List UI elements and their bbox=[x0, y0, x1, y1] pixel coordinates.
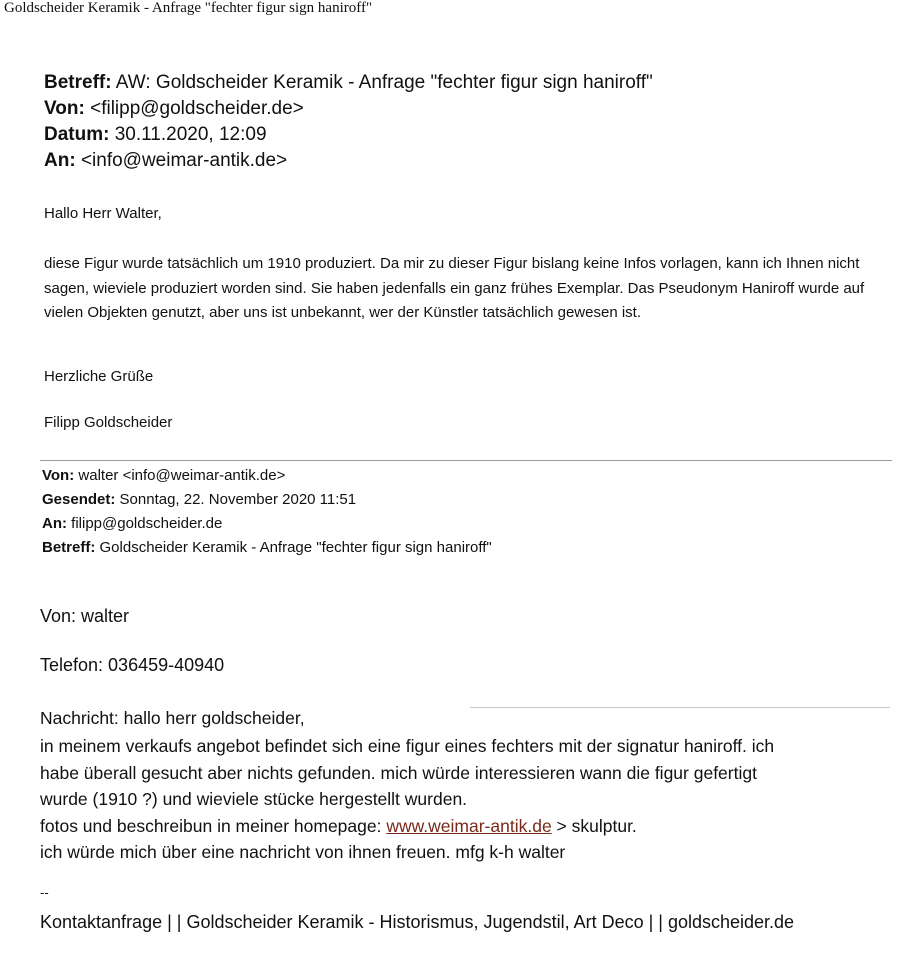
reply-to-row bbox=[44, 150, 287, 172]
message-line: ich würde mich über eine nachricht von ihnen freuen. mfg k-h walter bbox=[40, 842, 566, 862]
reply-date: 30.11.2020, 12:09 bbox=[114, 124, 267, 145]
orig-from-row bbox=[42, 467, 285, 484]
reply-from: <filipp@goldscheider.de> bbox=[90, 98, 304, 119]
footer: Kontaktanfrage | | Goldscheider Keramik - Historismus, Jugendstil, Art Deco | | goldscheider.de bbox=[40, 912, 795, 932]
orig-subject-row bbox=[42, 539, 492, 556]
orig-sent: Sonntag, 22. November 2020 11:51 bbox=[119, 491, 357, 508]
paper-fold bbox=[470, 707, 890, 708]
orig-sent-label: Gesendet: bbox=[42, 491, 116, 508]
closing: Herzliche Grüße bbox=[44, 368, 154, 385]
orig-to-row bbox=[42, 515, 222, 532]
orig-to-label: An: bbox=[42, 515, 67, 532]
date-label: Datum: bbox=[44, 124, 110, 145]
homepage-prefix: fotos und beschreibun in meiner homepage: bbox=[40, 816, 387, 836]
greeting: Hallo Herr Walter, bbox=[44, 205, 162, 222]
telefon-line: Telefon: 036459-40940 bbox=[40, 655, 225, 675]
page-header: Goldscheider Keramik - Anfrage "fechter figur sign haniroff" bbox=[4, 0, 373, 16]
homepage-link[interactable]: www.weimar-antik.de bbox=[386, 816, 552, 836]
orig-to: filipp@goldscheider.de bbox=[71, 515, 223, 532]
from-label: Von: bbox=[44, 98, 85, 119]
message-line: Nachricht: hallo herr goldscheider, bbox=[40, 708, 305, 728]
subject-label: Betreff: bbox=[44, 72, 112, 93]
reply-subject-row bbox=[44, 72, 653, 94]
message-line: habe überall gesucht aber nichts gefunden. mich würde interessieren wann die figur gefertigt bbox=[40, 763, 757, 783]
message-line: in meinem verkaufs angebot befindet sich eine figur eines fechters mit der signatur haniroff. ich bbox=[40, 736, 775, 756]
message-line bbox=[40, 813, 637, 839]
homepage-suffix: > skulptur. bbox=[551, 816, 637, 836]
reply-to: <info@weimar-antik.de> bbox=[80, 150, 288, 171]
von-line: Von: walter bbox=[40, 606, 130, 626]
to-label: An: bbox=[44, 150, 76, 171]
orig-subject: Goldscheider Keramik - Anfrage "fechter figur sign haniroff" bbox=[99, 539, 492, 556]
orig-subject-label: Betreff: bbox=[42, 539, 96, 556]
reply-from-row bbox=[44, 98, 304, 120]
message-line: wurde (1910 ?) und wieviele stücke hergestellt wurden. bbox=[40, 789, 468, 809]
signature: Filipp Goldscheider bbox=[44, 414, 173, 431]
reply-date-row bbox=[44, 124, 267, 146]
reply-body: diese Figur wurde tatsächlich um 1910 produziert. Da mir zu dieser Figur bislang keine Infos vorlagen, kann ich Ihnen nicht sagen, wieviele produziert worden sind. Sie haben jedenfalls ein ganz frühes Exemplar. Das Pseudonym Haniroff wurde auf vielen Objekten genutzt, aber uns ist unbekannt, wer der Künstler tatsächlich gewesen ist. bbox=[44, 255, 865, 321]
reply-subject: AW: Goldscheider Keramik - Anfrage "fechter figur sign haniroff" bbox=[115, 72, 653, 93]
orig-from-label: Von: bbox=[42, 467, 75, 484]
signature-separator: -- bbox=[40, 885, 49, 900]
orig-sent-row bbox=[42, 491, 356, 508]
divider bbox=[40, 460, 892, 461]
orig-from: walter <info@weimar-antik.de> bbox=[78, 467, 286, 484]
